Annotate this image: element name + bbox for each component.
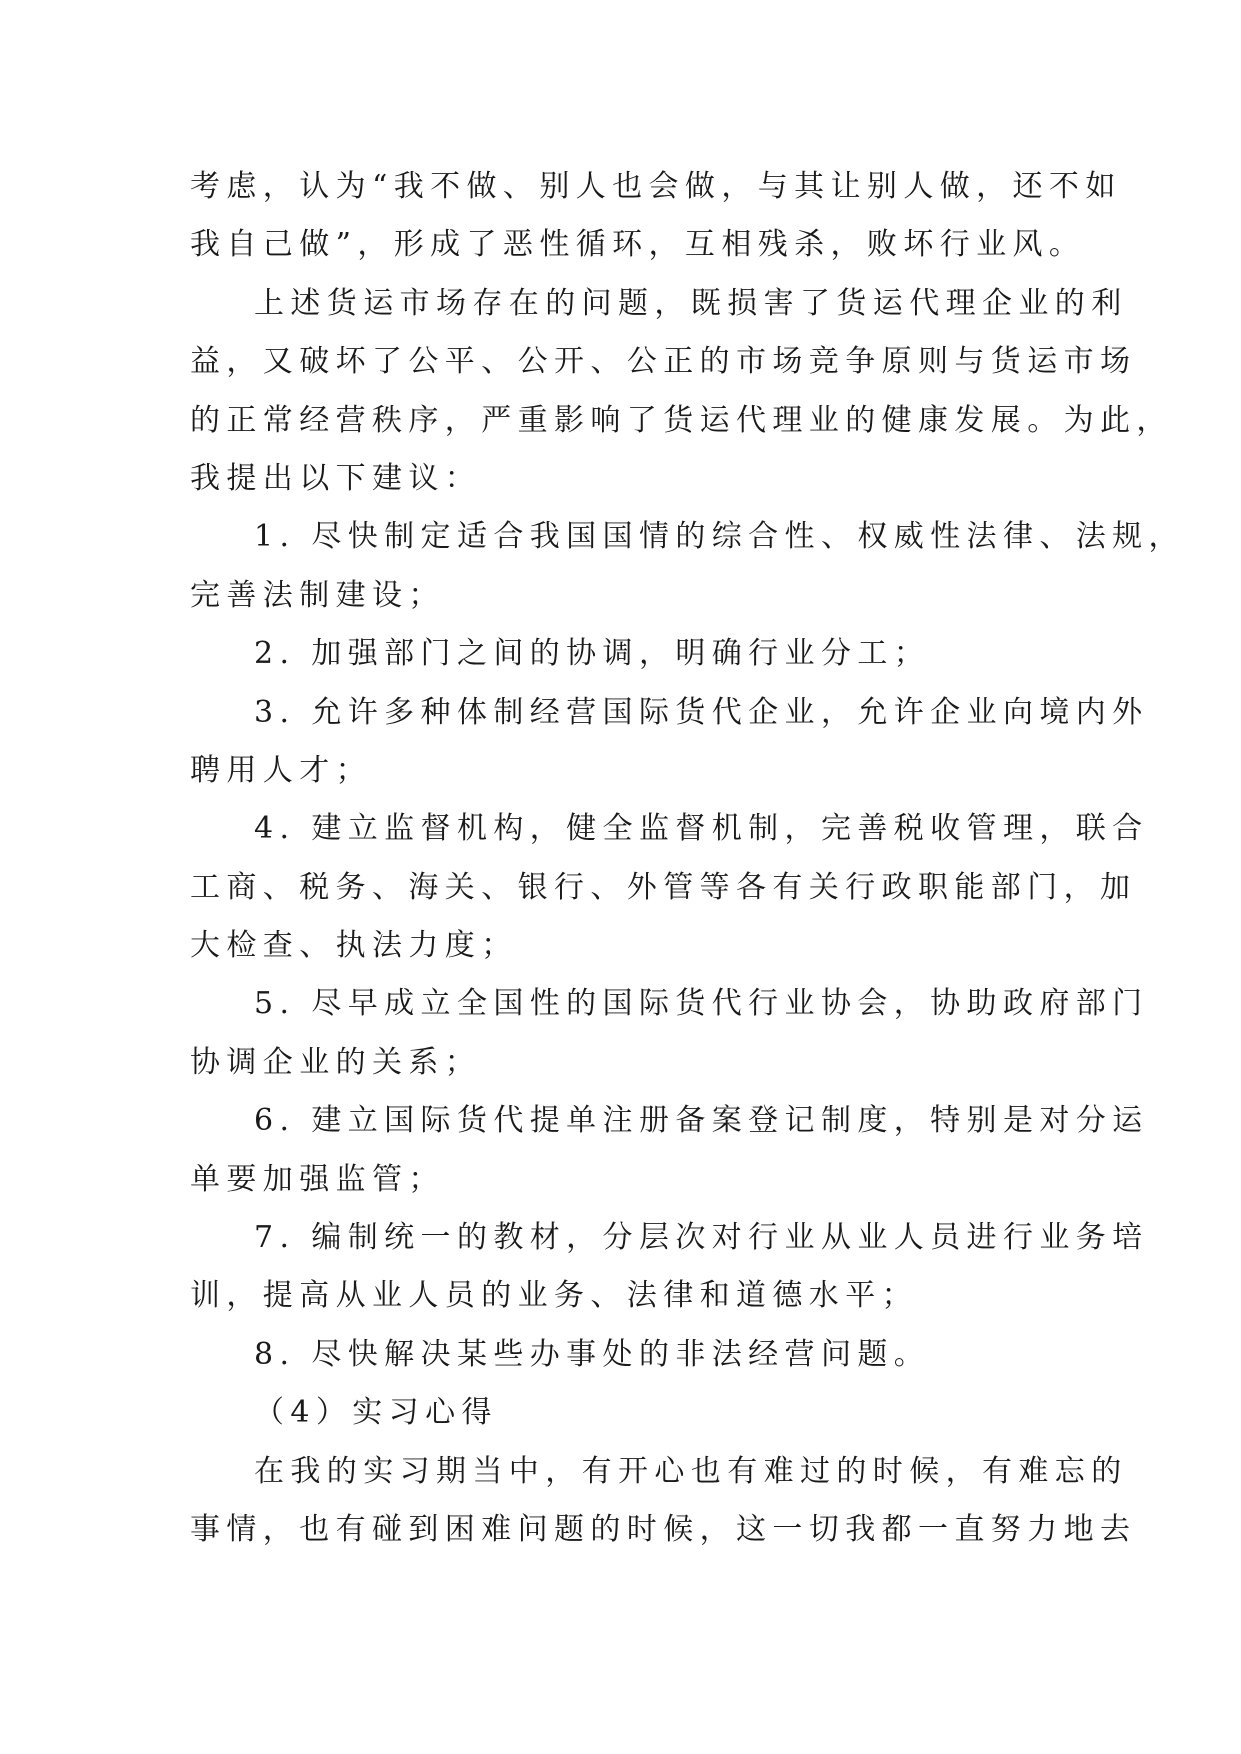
list-item-line: 5. 尽早成立全国性的国际货代行业协会，协助政府部门 xyxy=(254,986,1149,1022)
list-item-line: 大检查、执法力度； xyxy=(190,928,518,964)
list-item-line: 协调企业的关系； xyxy=(190,1044,482,1080)
list-item-line: 训，提高从业人员的业务、法律和道德水平； xyxy=(190,1278,918,1314)
text-line: 事情，也有碰到困难问题的时候，这一切我都一直努力地去 xyxy=(190,1511,1137,1547)
list-item-line: 8. 尽快解决某些办事处的非法经营问题。 xyxy=(254,1336,931,1372)
body-text xyxy=(190,158,1185,1559)
list-item-line: 聘用人才； xyxy=(190,752,372,788)
text-line: 的正常经营秩序，严重影响了货运代理业的健康发展。为此， xyxy=(190,402,1173,438)
list-item-line: 7. 编制统一的教材，分层次对行业从业人员进行业务培 xyxy=(254,1220,1149,1256)
text-line: 我提出以下建议： xyxy=(190,460,482,496)
text-line: 我自己做”，形成了恶性循环，互相残杀，败坏行业风。 xyxy=(190,227,1086,263)
text-line: 益，又破坏了公平、公开、公正的市场竞争原则与货运市场 xyxy=(190,344,1137,380)
list-item-line: 6. 建立国际货代提单注册备案登记制度，特别是对分运 xyxy=(254,1103,1149,1139)
text-line: 考虑，认为“我不做、别人也会做，与其让别人做，还不如 xyxy=(190,169,1122,204)
list-item-line: 2. 加强部门之间的协调，明确行业分工； xyxy=(254,636,931,672)
list-item-line: 3. 允许多种体制经营国际货代企业，允许企业向境内外 xyxy=(254,694,1149,730)
text-line: 在我的实习期当中，有开心也有难过的时候，有难忘的 xyxy=(254,1453,1128,1489)
list-item-line: 1. 尽快制定适合我国国情的综合性、权威性法律、法规， xyxy=(254,519,1185,555)
list-item-line: 完善法制建设； xyxy=(190,577,445,613)
list-item-line: 工商、税务、海关、银行、外管等各有关行政职能部门，加 xyxy=(190,869,1137,905)
list-item-line: 单要加强监管； xyxy=(190,1161,445,1197)
list-item-line: 4. 建立监督机构，健全监督机制，完善税收管理，联合 xyxy=(254,811,1149,847)
section-heading: （4）实习心得 xyxy=(254,1395,498,1431)
text-line: 上述货运市场存在的问题，既损害了货运代理企业的利 xyxy=(254,285,1128,321)
